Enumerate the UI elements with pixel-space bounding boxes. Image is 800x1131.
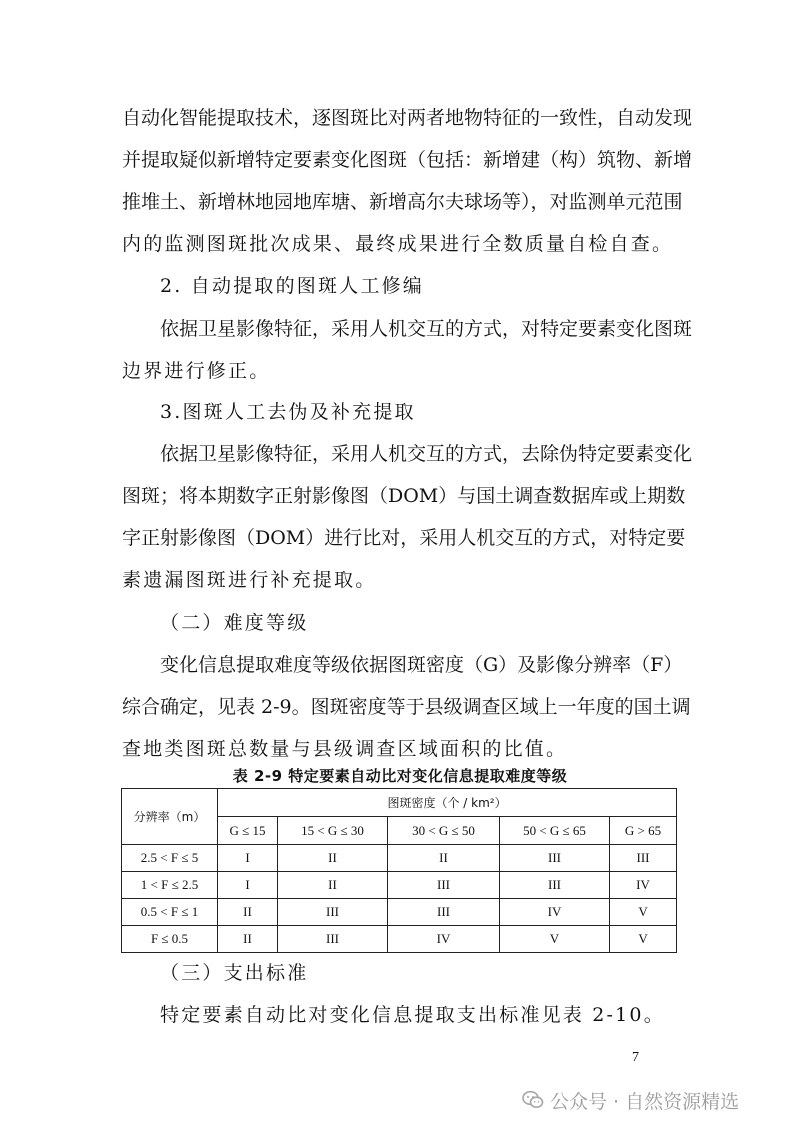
subheading: 3.图斑人工去伪及补充提取 <box>160 401 416 423</box>
body-line: 图斑；将本期数字正射影像图（DOM）与国土调查数据库或上期数 <box>122 485 686 507</box>
body-line: 并提取疑似新增特定要素变化图斑（包括：新增建（构）筑物、新增 <box>122 149 693 171</box>
resolution-cell: 2.5 < F ≤ 5 <box>122 845 218 872</box>
body-line: 依据卫星影像特征，采用人机交互的方式，去除伪特定要素变化 <box>160 443 693 465</box>
density-col-header: G > 65 <box>610 817 677 845</box>
grade-cell: III <box>278 926 388 953</box>
resolution-cell: 1 < F ≤ 2.5 <box>122 872 218 899</box>
watermark-text: 公众号 · 自然资源精选 <box>550 1090 740 1113</box>
body-line: 素遗漏图斑进行补充提取。 <box>122 569 377 591</box>
grade-cell: IV <box>610 872 677 899</box>
table-caption: 表 2-9 特定要素自动比对变化信息提取难度等级 <box>232 767 568 785</box>
resolution-cell: 0.5 < F ≤ 1 <box>122 899 218 926</box>
difficulty-table <box>121 788 677 953</box>
table-row <box>122 926 677 953</box>
grade-cell: III <box>610 845 677 872</box>
body-line: 字正射影像图（DOM）进行比对，采用人机交互的方式，对特定要 <box>122 527 686 549</box>
density-col-header: 15 < G ≤ 30 <box>278 817 388 845</box>
grade-cell: II <box>278 845 388 872</box>
body-line: 推堆土、新增林地园地库塘、新增高尔夫球场等），对监测单元范围 <box>122 191 683 213</box>
grade-cell: V <box>610 926 677 953</box>
density-col-header: 50 < G ≤ 65 <box>500 817 610 845</box>
grade-cell: III <box>388 899 500 926</box>
body-line: 变化信息提取难度等级依据图斑密度（G）及影像分辨率（F） <box>160 654 683 676</box>
grade-cell: III <box>500 845 610 872</box>
grade-cell: II <box>278 872 388 899</box>
section-heading: （二）难度等级 <box>160 612 309 634</box>
body-line: 查地类图斑总数量与县级调查区域面积的比值。 <box>122 738 568 760</box>
table-row <box>122 872 677 899</box>
grade-cell: IV <box>500 899 610 926</box>
density-col-header: G ≤ 15 <box>218 817 278 845</box>
body-line: 边界进行修正。 <box>122 360 271 382</box>
grade-cell: V <box>500 926 610 953</box>
page-number: 7 <box>632 1050 639 1065</box>
grade-cell: I <box>218 872 278 899</box>
body-line: 自动化智能提取技术，逐图斑比对两者地物特征的一致性，自动发现 <box>122 107 693 129</box>
grade-cell: V <box>610 899 677 926</box>
grade-cell: III <box>388 872 500 899</box>
table-row <box>122 845 677 872</box>
section-heading: （三）支出标准 <box>160 962 309 984</box>
body-line: 特定要素自动比对变化信息提取支出标准见表 2-10。 <box>160 1004 665 1026</box>
grade-cell: I <box>218 845 278 872</box>
subheading: 2. 自动提取的图斑人工修编 <box>160 275 424 297</box>
grade-cell: II <box>388 845 500 872</box>
body-line: 依据卫星影像特征，采用人机交互的方式，对特定要素变化图斑 <box>160 318 693 340</box>
resolution-header: 分辨率（m） <box>122 789 218 845</box>
table-header-row <box>122 789 677 817</box>
density-header: 图斑密度（个 / km²） <box>218 789 677 817</box>
resolution-cell: F ≤ 0.5 <box>122 926 218 953</box>
grade-cell: III <box>278 899 388 926</box>
grade-cell: IV <box>388 926 500 953</box>
watermark <box>522 1087 739 1113</box>
body-line: 内的监测图斑批次成果、最终成果进行全数质量自检自查。 <box>122 233 674 255</box>
table-row <box>122 899 677 926</box>
body-line: 综合确定，见表 2-9。图斑密度等于县级调查区域上一年度的国土调 <box>122 696 691 718</box>
wechat-icon <box>522 1090 544 1110</box>
grade-cell: II <box>218 926 278 953</box>
grade-cell: II <box>218 899 278 926</box>
density-col-header: 30 < G ≤ 50 <box>388 817 500 845</box>
grade-cell: III <box>500 872 610 899</box>
